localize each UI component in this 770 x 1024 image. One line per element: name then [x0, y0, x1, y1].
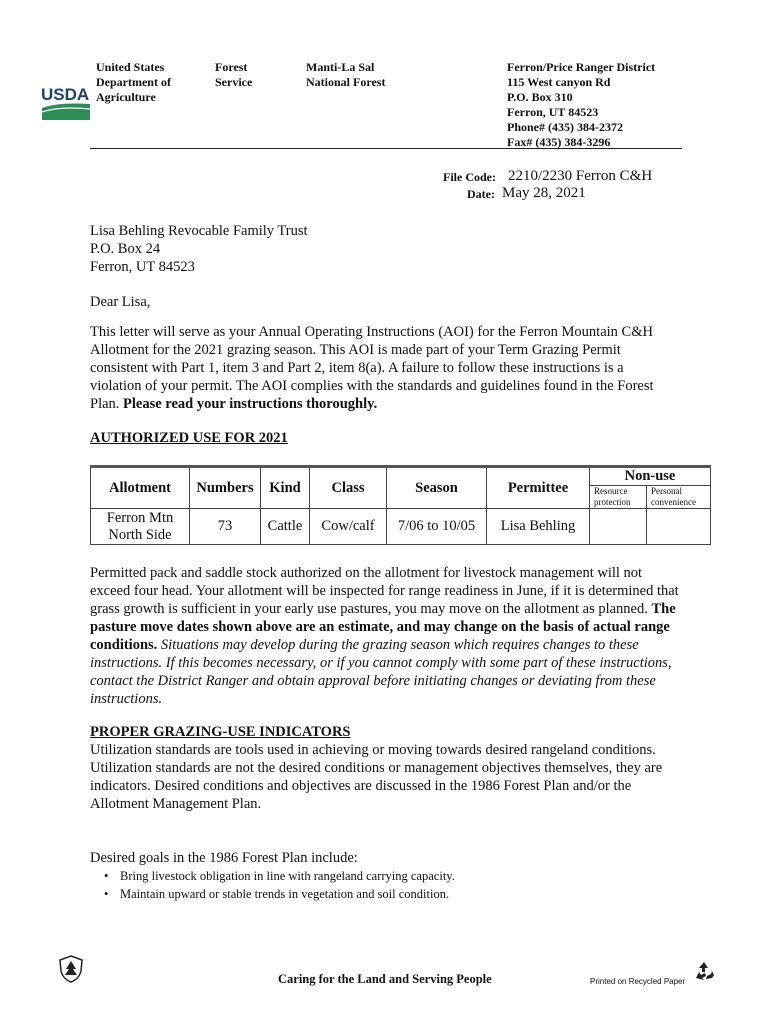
usda-logo-text: USDA: [41, 85, 90, 104]
col-permittee: Permittee: [487, 467, 590, 509]
permitted-paragraph: [90, 564, 680, 708]
header-line: Ferron/Price Ranger District: [507, 60, 656, 74]
header-service: [215, 60, 252, 90]
goals-intro: Desired goals in the 1986 Forest Plan include:: [90, 850, 358, 866]
cell-class: Cow/calf: [310, 509, 387, 545]
header-line: Service: [215, 75, 253, 89]
header-district-address: [507, 60, 655, 150]
authorized-use-table: [90, 465, 711, 545]
header-rule: [90, 148, 682, 149]
cell-permittee: Lisa Behling: [487, 509, 590, 545]
header-forest: [306, 60, 385, 90]
intro-paragraph: [90, 323, 670, 413]
permitted-italic-text: Situations may develop during the grazing season which requires changes to these instructions. If this becomes necessary, or if you cannot comply with some part of these instructions, contact the District Ranger and obtain approval before initiating changes or deviating from these instructions.: [90, 637, 672, 707]
table-header-row: [91, 467, 711, 509]
header-line: United States: [96, 60, 165, 74]
recipient-line: Ferron, UT 84523: [90, 259, 195, 275]
header-line: Ferron, UT 84523: [507, 105, 599, 119]
recipient-line: Lisa Behling Revocable Family Trust: [90, 223, 308, 239]
intro-text: This letter will serve as your Annual Operating Instructions (AOI) for the Ferron Mountain C&H Allotment for the 2021 grazing season. This AOI is made part of your Term Grazing Permit consistent with Part 1, item 3 and Part 2, item 8(a). A failure to follow these instructions is a violation of your permit. The AOI complies with the standards and guidelines found in the Forest Plan.: [90, 324, 654, 412]
col-kind: Kind: [261, 467, 310, 509]
permitted-bold-text: The pasture move dates shown above are an estimate, and may change on the basis of actual range conditions.: [90, 601, 676, 653]
cell-personal-convenience: [647, 509, 711, 545]
file-code-value: 2210/2230 Ferron C&H: [508, 168, 653, 184]
recipient-address: [90, 222, 308, 276]
header-department: [96, 60, 171, 105]
header-line: 115 West canyon Rd: [507, 75, 611, 89]
indicators-paragraph: Utilization standards are tools used in achieving or moving towards desired rangeland conditions. Utilization standards are not the desired conditions or management objectives themselves, they are indicators. Desired conditions and objectives are discussed in the 1986 Forest Plan and/or the Allotment Management Plan.: [90, 742, 663, 812]
header-line: Manti-La Sal: [306, 60, 375, 74]
cell-season: 7/06 to 10/05: [387, 509, 487, 545]
col-season: Season: [387, 467, 487, 509]
recipient-line: P.O. Box 24: [90, 241, 161, 257]
footer-motto: Caring for the Land and Serving People: [278, 972, 492, 986]
nonuse-resource-protection: Resource protection: [590, 486, 647, 508]
col-allotment: Allotment: [91, 467, 190, 509]
nonuse-personal-convenience: Personal convenience: [651, 486, 696, 507]
goals-list: [98, 867, 455, 903]
file-code-label: File Code:: [443, 170, 496, 184]
authorized-use-heading: AUTHORIZED USE FOR 2021: [90, 430, 288, 446]
cell-numbers: 73: [190, 509, 261, 545]
list-item: • Bring livestock obligation in line with rangeland carrying capacity.: [98, 867, 455, 885]
col-numbers: Numbers: [190, 467, 261, 509]
indicators-heading: PROPER GRAZING-USE INDICATORS: [90, 724, 351, 740]
header-line: Phone# (435) 384-2372: [507, 120, 623, 134]
col-class: Class: [310, 467, 387, 509]
usda-logo: [40, 82, 92, 122]
date-label: Date:: [467, 187, 495, 201]
cell-allotment: Ferron Mtn North Side: [91, 509, 190, 545]
recycled-paper-note: Printed on Recycled Paper: [590, 977, 686, 986]
cell-resource-protection: [590, 509, 647, 545]
salutation: Dear Lisa,: [90, 294, 151, 310]
permitted-text: Permitted pack and saddle stock authorized on the allotment for livestock management will not exceed four head. Your allotment will be inspected for range readiness in June, if it is determined that grass growth is sufficient in your early use pastures, you may move on the allotment as planned.: [90, 565, 679, 617]
recycle-icon: [693, 960, 715, 982]
header-line: Fax# (435) 384-3296: [507, 135, 611, 149]
date-value: May 28, 2021: [502, 185, 586, 201]
header-line: P.O. Box 310: [507, 90, 573, 104]
table-row: [91, 509, 711, 545]
header-line: National Forest: [306, 75, 386, 89]
intro-bold-text: Please read your instructions thoroughly.: [123, 396, 378, 412]
forest-service-shield-icon: [58, 955, 84, 983]
header-line: Department of: [96, 75, 171, 89]
cell-kind: Cattle: [261, 509, 310, 545]
header-line: Forest: [215, 60, 248, 74]
nonuse-label: Non-use: [590, 468, 710, 486]
list-item: • Maintain upward or stable trends in vegetation and soil condition.: [98, 885, 455, 903]
header-line: Agriculture: [96, 90, 156, 104]
col-nonuse: [590, 467, 711, 509]
